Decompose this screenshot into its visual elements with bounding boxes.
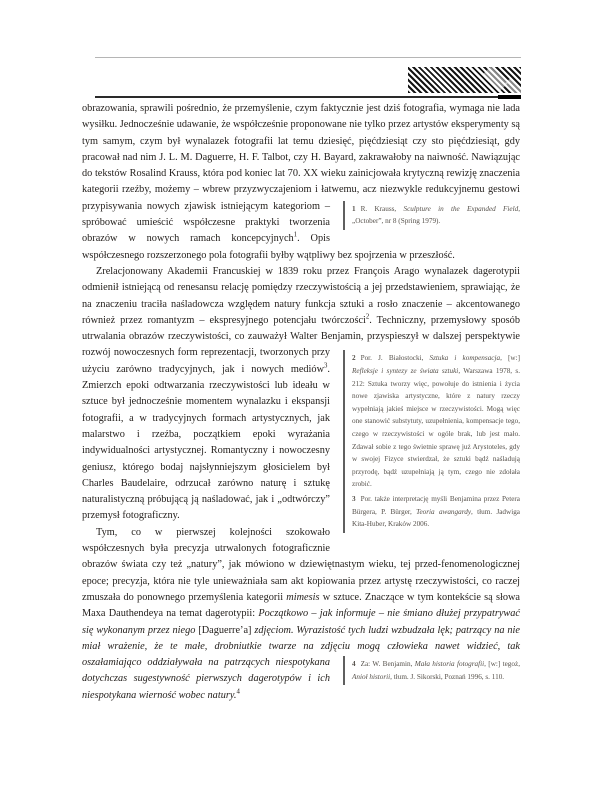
body-text: – spróbować umieścić współczesne praktyki tworzenia obrazów w nowych ramach koncepcyjnych$^1$. Opis współczesnego rozszerzonego pola fotografii byłby wątpliwy bez spojrzenia w przeszłość.: [82, 200, 455, 261]
stripe-highlight: [482, 66, 507, 91]
header-rule: [95, 96, 521, 98]
body-text: w dalszej perspektywie rozwój nowoczesnych form reprezentacji, tworzonych przy użyciu zarówno tradycyjnych, jak i nowych mediów$^3$. Zmierzch epoki odtwarzania rzeczywistości lub ideału w sztuce był jednocześnie momentem wynalazku i ekspansji fotografii, a w tradycyjnych formach artystycznych, jak malarstwo i rzeźba, początkiem epoki wyrażania indywidualności artystycznej. Romantyczny i nowoczesny geniusz, którego bodaj najsłynniejszym głosicielem był Charles Baudelaire, odrzucał zarówno naturę i sztukę naturalistyczną próbującą ją naśladować, jak i „odtwórczy” przemysł fotograficzny.: [82, 331, 520, 522]
body-text: Zrelacjonowany Akademii Francuskiej w 1839 roku przez François Arago wynalazek dagerotypii odmienił istniejącą od renesansu relację pomiędzy rzeczywistością a jej przedstawieniem, sprawiając, że na znaczeniu traciła naśladowcza względem natury funkcja sztuki a rosło znaczenie – akcentowanego również przez romantyzm – ekspresyjnego potencjału twórczości$^2$. Techniczny, przemysłowy sposób utrwalania obrazów rzeczywistości, co zauważył Walter Benjamin, przyspieszył: [82, 265, 520, 343]
footnote-number: 2: [352, 354, 356, 363]
footnote-ref: 1: [293, 231, 298, 239]
top-hairline: [95, 57, 521, 58]
footnote-rule: [343, 201, 520, 230]
footnote-3: 3 Por. także interpretację myśli Benjamina przez Petera Bürgera, P. Bürger, Teoria awangardy, tłum. Jadwiga Kita-Huber, Kraków 2006.: [352, 494, 520, 529]
footnote-ref: 2: [365, 313, 370, 321]
footnote-block-2-3: [343, 350, 520, 532]
footnote-block-1: [343, 201, 520, 230]
footnote-ref: 3: [324, 362, 328, 370]
footnote-number: 4: [352, 660, 356, 669]
header-rule-accent: [498, 95, 521, 99]
decorative-stripes: [408, 67, 521, 93]
paragraph-2: [82, 264, 520, 529]
footnote-2: 2 Por. J. Białostocki, Sztuka i kompensacja, [w:] Refleksje i syntezy ze świata sztuki, Warszawa 1978, s. 212: Sztuka tworzy więc, powołuje do istnienia i życia nowe zjawiska artystyczne, które z natury rzeczy wypełniają jakieś miejsce w rzeczywistości. Mogą więc one stanowić substytuty, uzupełnienia, kompensacje tego, czego w rzeczywistości w ogóle brak, lub jest mało. Zdawał sobie z tego świetnie sprawę już Arystoteles, gdy w swojej Fizyce stwierdzał, że sztuki bądź naśladują przyrodę, bądź uzupełniają ją tym, czego nie zdołała zrobić.: [352, 354, 520, 489]
footnote-block-4: [343, 656, 520, 685]
footnote-rule: [343, 350, 520, 532]
paragraph-1: [82, 101, 520, 264]
paragraph-3: [82, 525, 520, 704]
page-text: [82, 101, 520, 704]
footnote-number: 1: [352, 204, 356, 213]
footnote-4: 4 Za: W. Benjamin, Mała historia fotografii, [w:] tegoż, Anioł historii, tłum. J. Sikorski, Poznań 1996, s. 110.: [352, 660, 520, 681]
footnote-ref: 4: [236, 688, 240, 696]
body-text: Tym, co w pierwszej kolejności szokowało współczesnych była precyzja utrwalonych fotograficznie obrazów świata czy też „natury”, jak mówiono w dziewiętnastym wieku, tej przed-fenomenologicznej epoce; precyzja, która nie tyle unieważniała sam akt kopiowania przez artystę rzeczywistości, co raczej zmuszała do ponownego przemyślenia kategorii mimesis w sztuce. Znaczące w tym kontekście są słowa Maxa Dauthendeya na temat dagerotypii: Początkowo – jak informuje – nie śmiano dłużej przypatrywać się wykonanym przez niego [Daguerre’a] zdjęciom. Wyrazistość tych ludzi wzbudzała lęk; patrzący na nie miał wrażenie, że te małe, drobniutkie twarze na zdjęciu mogą człowieka nawet widzieć, tak oszałamiająco oddziaływała na patrzących: [82, 526, 521, 669]
footnote-1: 1 R. Krauss, Sculpture in the Expanded Field, „October”, nr 8 (Spring 1979).: [352, 204, 520, 226]
body-text: niespotykana dotychczas sugestywność pierwszych dagerotypów i ich niespotykana wierność wobec natury.$^4$: [82, 657, 330, 701]
footnote-number: 3: [352, 494, 356, 503]
footnote-rule: [343, 656, 520, 685]
body-text: obrazowania, sprawili pośrednio, że przemyślenie, czym faktycznie jest dziś fotografia, wymaga nie lada wysiłku. Jednocześnie udawanie, że współcześnie proponowane nie tylko przez artystów eksperymenty są tym samym, czym był wynalazek fotografii lat temu dziesięć, pięćdziesiąt czy sto pięćdziesiąt, gdy pracował nad nim J. L. M. Daguerre, H. F. Talbot, czy H. Bayard, zakrawałoby na naiwność. Nawiązując do tekstów Rosalind Krauss, która pod koniec lat 70. XX wieku zainicjowała krytyczną rewizję znaczenia kategorii rzeźby, możemy – wbrew przyzwyczajeniom i łatwemu, acz niezwykle redukcyjnemu gestowi przypisywania nowych zjawisk istniejącym kategoriom: [82, 103, 520, 212]
